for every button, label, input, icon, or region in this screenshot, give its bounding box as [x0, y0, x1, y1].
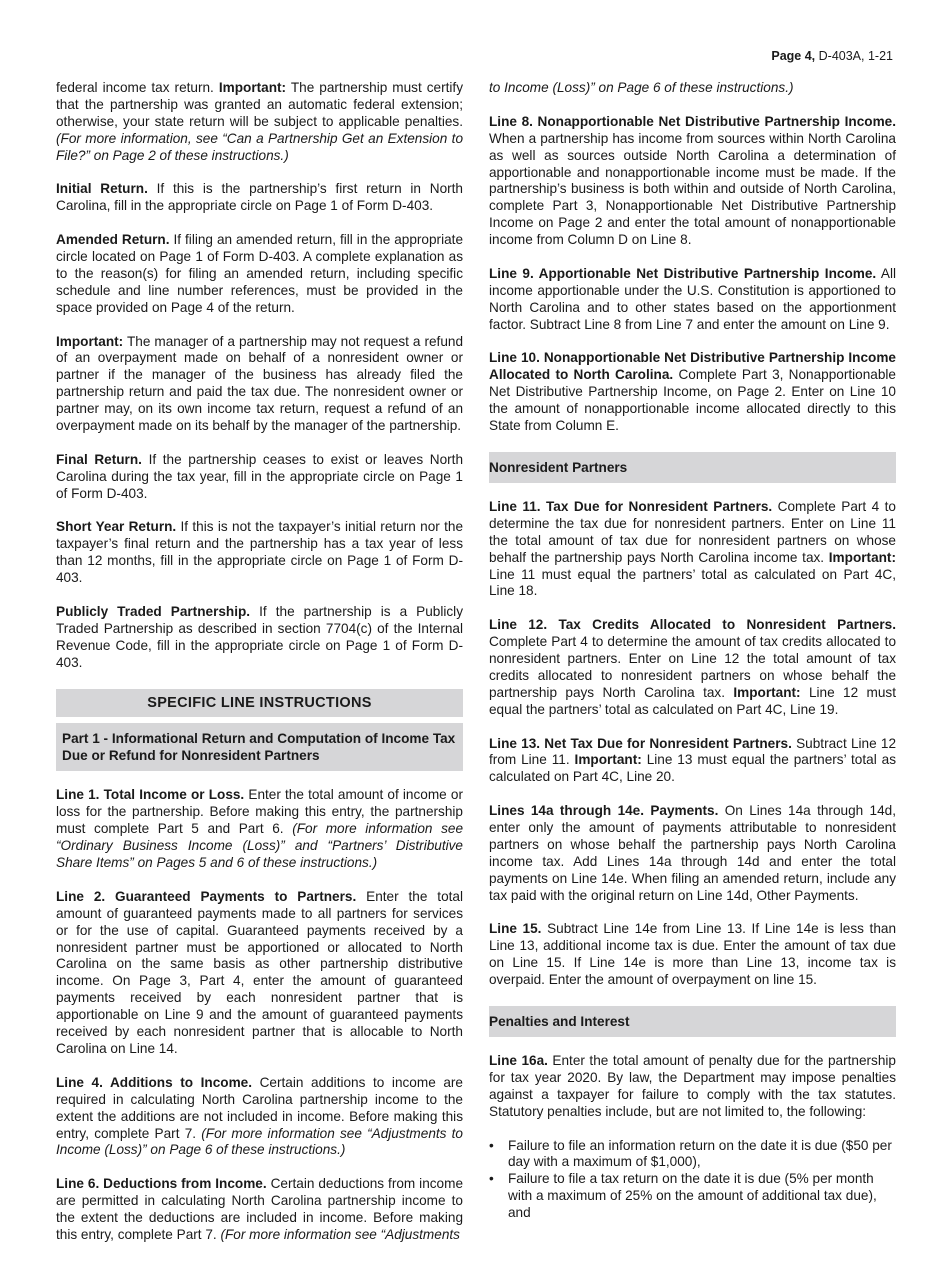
continued-text: to Income (Loss)” on Page 6 of these instructions.)	[489, 80, 794, 95]
line1-paragraph: Line 1. Total Income or Loss. Enter the total amount of income or loss for the partnership. Before making this entry, the partnership must complete Part 5 and Part 6. (For more information see “Ordinary Business Income (Loss)” and “Partners’ Distributive Share Items” on Pages 5 and 6 of these instructions.)	[56, 787, 464, 871]
nonresident-partners-heading: Nonresident Partners	[489, 452, 896, 483]
line4-paragraph: Line 4. Additions to Income. Certain additions to income are required in calculating North Carolina partnership income to the extent the additions are not included in income. Before making this entry, complete Part 7. (For more information see “Adjustments to Income (Loss)” on Page 6 of these instructions.)	[56, 1074, 463, 1158]
line12-paragraph: Line 12. Tax Credits Allocated to Nonresident Partners. Complete Part 4 to determine the amount of tax credits allocated to nonresident partners. Enter on Line 12 the total amount of tax credits allocated to nonresident partners on whose behalf the partnership pays North Carolina tax. Important: Line 12 must equal the partners’ total as calculated on Part 4C, Line 19.	[489, 617, 896, 717]
line2-paragraph: Line 2. Guaranteed Payments to Partners. Enter the total amount of guaranteed payments made to all partners for services or for the use of capital. Guaranteed payments received by a nonresident partner must be apportioned or allocated to North Carolina on the same basis as other partnership distributive income. On Page 3, Part 4, enter the amount of guaranteed payments received by each nonresident partner that is apportionable on Line 9 and the amount of guaranteed payments received by each nonresident partner that is allocable to North Carolina on Line 14.	[56, 888, 463, 1056]
left-column	[56, 80, 463, 1261]
bullet-icon: •	[489, 1171, 494, 1187]
list-item: • Failure to file an information return on the date it is due ($50 per day with a maximum of $1,000),	[489, 1137, 892, 1170]
line16a-paragraph: Line 16a. Enter the total amount of penalty due for the partnership for tax year 2020. By law, the Department may impose penalties against a taxpayer for failure to comply with the tax statutes. Statutory penalties include, but are not limited to, the following:	[489, 1052, 896, 1119]
page-header	[771, 49, 893, 63]
right-column	[489, 80, 896, 1222]
ptp-paragraph: Publicly Traded Partnership. If the partnership is a Publicly Traded Partnership as described in section 7704(c) of the Internal Revenue Code, fill in the appropriate circle on Page 1 of Form D-403.	[56, 604, 464, 670]
list-item: • Failure to file a tax return on the date it is due (5% per month with a maximum of 25% on the amount of additional tax due), and	[489, 1171, 877, 1221]
page-number: Page 4,	[771, 49, 816, 63]
line11-paragraph: Line 11. Tax Due for Nonresident Partners. Complete Part 4 to determine the tax due for nonresident partners. Enter on Line 11 the total amount of tax due for nonresident partners on whose behalf the partnership pays North Carolina income tax. Important: Line 11 must equal the partners’ total as calculated on Part 4C, Line 18.	[489, 498, 896, 599]
form-reference: D-403A, 1-21	[818, 49, 893, 63]
final-return-paragraph: Final Return. If the partnership ceases to exist or leaves North Carolina during the tax year, fill in the appropriate circle on Page 1 of Form D-403.	[56, 451, 464, 501]
penalties-heading: Penalties and Interest	[489, 1006, 896, 1037]
amended-return-paragraph: Amended Return. If filing an amended return, fill in the appropriate circle located on Page 1 of Form D-403. A complete explanation as to the reason(s) for filing an amended return, including specific schedule and line number references, must be provided in the space provided on Page 4 of the return.	[56, 232, 464, 315]
penalty-list	[489, 1138, 896, 1223]
line15-paragraph: Line 15. Subtract Line 14e from Line 13. If Line 14e is less than Line 13, additional income tax is due. Enter the amount of tax due on Line 15. If Line 14e is more than Line 13, income tax is overpaid. Enter the amount of overpayment on line 15.	[489, 921, 897, 988]
initial-return-paragraph: Initial Return. If this is the partnership’s first return in North Carolina, fill in the appropriate circle on Page 1 of Form D-403.	[56, 181, 463, 214]
bullet-icon: •	[489, 1137, 494, 1153]
line13-paragraph: Line 13. Net Tax Due for Nonresident Partners. Subtract Line 12 from Line 11. Important: Line 13 must equal the partners’ total as calculated on Part 4C, Line 20.	[489, 735, 897, 785]
line6-paragraph: Line 6. Deductions from Income. Certain deductions from income are permitted in calculating North Carolina partnership income to the extent the deductions are included in income. Before making this entry, complete Part 7. (For more information see “Adjustments	[56, 1176, 463, 1242]
line10-paragraph: Line 10. Nonapportionable Net Distributive Partnership Income Allocated to North Carolina. Complete Part 3, Nonapportionable Net Distributive Partnership Income, on Page 2. Enter on Line 10 the amount of nonapportionable income allocated directly to this State from Column E.	[489, 350, 896, 434]
important-refund-paragraph: Important: The manager of a partnership may not request a refund of an overpayment made on behalf of a nonresident owner or partner if the manager of the business has already filed the partnership return and paid the tax due. The nonresident owner or partner may, on its own income tax return, request a refund of an overpayment made on its behalf by the manager of the partnership.	[56, 333, 464, 434]
part1-heading: Part 1 - Informational Return and Computation of Income Tax Due or Refund for Nonresident Partners	[56, 723, 463, 771]
extension-paragraph: federal income tax return. Important: The partnership must certify that the partnership was granted an automatic federal extension; otherwise, your state return will be subject to applicable penalties. (For more information, see “Can a Partnership Get an Extension to File?” on Page 2 of these instructions.)	[56, 80, 464, 163]
line14-paragraph: Lines 14a through 14e. Payments. On Lines 14a through 14d, enter only the amount of payments attributable to nonresident partners on whose behalf the partnership pays North Carolina income tax. Add Lines 14a through 14d and enter the total payments on Line 14e. When filing an amended return, include any tax paid with the original return on Line 14d, Other Payments.	[489, 803, 897, 903]
line8-paragraph: Line 8. Nonapportionable Net Distributive Partnership Income. When a partnership has income from sources within North Carolina as well as sources outside North Carolina a determination of apportionable and nonapportionable income must be made. If the partnership’s business is both within and outside of North Carolina, complete Part 3, Nonapportionable Net Distributive Partnership Income on Page 2 and enter the total amount of nonapportionable income from Column D on Line 8.	[489, 113, 896, 248]
short-year-paragraph: Short Year Return. If this is not the taxpayer’s initial return nor the taxpayer’s final return and the partnership has a tax year of less than 12 months, fill in the appropriate circle on Page 1 of Form D-403.	[56, 519, 463, 586]
section-heading: SPECIFIC LINE INSTRUCTIONS	[56, 689, 463, 718]
line9-paragraph: Line 9. Apportionable Net Distributive Partnership Income. All income apportionable under the U.S. Constitution is apportioned to North Carolina and to other states based on the apportionment factor. Subtract Line 8 from Line 7 and enter the amount on Line 9.	[489, 265, 896, 332]
